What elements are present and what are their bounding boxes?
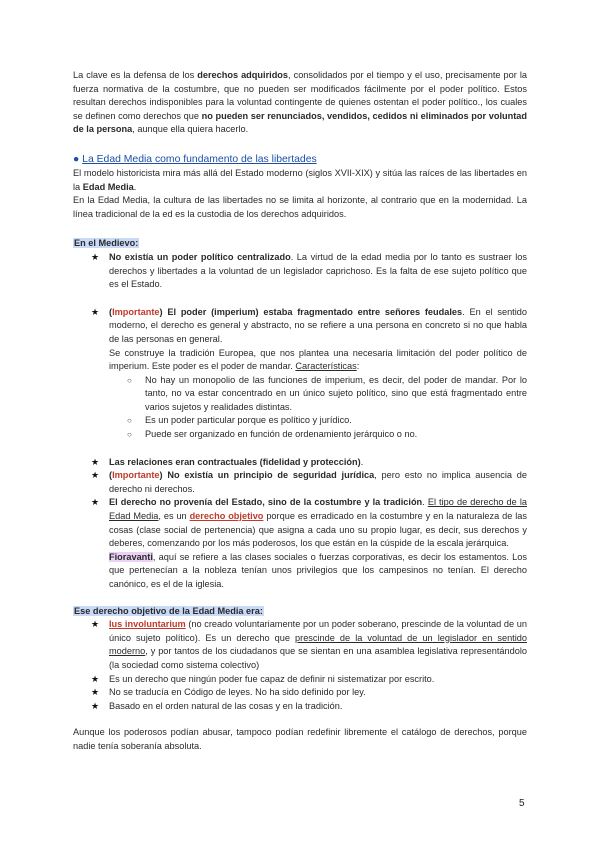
objetivo-item4: Basado en el orden natural de las cosas y en la tradición.	[109, 700, 343, 711]
circle-bullet-icon: ○	[127, 430, 132, 440]
objetivo-item1-text-d: , y por tantos de los ciudadanos que se sientan en una asamblea legislativa representándolo (la sociedad como sistema colectivo)	[109, 646, 527, 670]
star-bullet-icon: ★	[91, 700, 100, 711]
objetivo-heading-line	[73, 605, 527, 619]
page-number: 5	[519, 798, 525, 809]
medievo-item5-text-d: , es un	[158, 511, 190, 522]
circle-bullet-icon: ○	[127, 416, 132, 426]
objetivo-item1-text-b: (no creado voluntariamente por un poder soberano, prescinde de la voluntad de un único sujeto político). Es un derecho que	[109, 619, 527, 643]
intro-bold-renuncia: no pueden ser renunciados, vendidos, cedidos ni eliminados por voluntad de la persona	[73, 110, 527, 135]
section-title-link[interactable]: La Edad Media como fundamento de las libertades	[82, 153, 317, 165]
medievo-item2-paragraph-2	[109, 347, 527, 374]
objetivo-heading: Ese derecho objetivo de la Edad Media era:	[74, 605, 263, 616]
objetivo-item1-underlined: prescinde de la voluntad de un legislador en sentido moderno	[109, 632, 527, 657]
section-paragraph-1	[73, 167, 527, 194]
medievo-item2-text: . En el sentido moderno, el derecho es general y abstracto, no se refiere a una persona en concreto si no que habla de las personas en general.	[109, 306, 528, 344]
paren-close: )	[159, 306, 163, 317]
medievo-item3-end: .	[360, 456, 364, 467]
star-bullet-icon: ★	[91, 456, 100, 467]
intro-paragraph	[73, 69, 527, 137]
star-bullet-icon: ★	[91, 687, 100, 698]
section-p1-bold: Edad Media	[82, 181, 134, 192]
medievo-item2-p2-text: Se construye la tradición Europea, que nos plantea una necesaria limitación del poder político de imperium. Este poder es el poder de mandar.	[109, 347, 527, 372]
paren-open: (	[109, 470, 113, 481]
caracteristicas-label: Características	[295, 361, 357, 372]
intro-text-c: , consolidados por el tiempo y el uso, precisamente por la fuerza normativa de la costumbre, que no pueden ser modificados fácilmente por el poder político. Estos resultan derechos indisponibles para la voluntad contingente de quienes ostentan el poder político., los cuales se definen como derechos que	[73, 70, 527, 121]
medievo-item3-bold: Las relaciones eran contractuales (fidelidad y protección)	[109, 456, 361, 467]
list-item	[109, 374, 527, 415]
list-item	[73, 306, 527, 442]
medievo-item1-bold: No existía un poder político centralizado	[109, 251, 291, 262]
section-heading	[73, 152, 527, 167]
list-item	[73, 618, 527, 672]
list-item	[73, 686, 527, 700]
caracteristica-3: Puede ser organizado en función de ordenamiento jerárquico o no.	[145, 429, 418, 440]
star-bullet-icon: ★	[91, 497, 100, 508]
caracteristica-1: No hay un monopolio de las funciones de imperium, es decir, del poder de mandar. Por lo tanto, no va estar concentrado en un único sujeto político, sino que está fragmentado entre varios sujetos y realidades distintas.	[145, 374, 527, 412]
star-bullet-icon: ★	[91, 619, 100, 630]
objetivo-item2: Es un derecho que ningún poder fue capaz de definir ni sistematizar por escrito.	[109, 673, 435, 684]
page-content	[73, 69, 527, 754]
list-item	[73, 469, 527, 496]
section-bullet-icon: ●	[73, 153, 80, 165]
medievo-item4-bold: No existía un principio de seguridad jurídica	[162, 470, 375, 481]
section-p1-end: .	[133, 181, 137, 192]
list-item	[109, 414, 527, 428]
star-bullet-icon: ★	[91, 470, 100, 481]
medievo-item5-paragraph-2	[109, 551, 527, 592]
importante-label: Importante	[112, 470, 160, 481]
list-item	[73, 496, 527, 591]
medievo-heading: En el Medievo:	[74, 238, 139, 249]
medievo-item1-text: . La virtud de la edad media por lo tanto es sustraer los derechos y libertades a la voluntad de un legislador caprichoso. Es la falta de ese sujeto político que es el Estado.	[109, 251, 527, 290]
intro-text-a: La clave es la defensa de los	[73, 70, 198, 80]
objetivo-list	[73, 618, 527, 713]
caracteristicas-list	[109, 374, 527, 442]
list-item	[73, 251, 527, 292]
list-item	[73, 456, 527, 470]
medievo-list	[73, 251, 527, 592]
closing-paragraph: Aunque los poderosos podían abusar, tampoco podían redefinir libremente el catálogo de derechos, porque nadie tenía soberanía absoluta.	[73, 727, 527, 751]
medievo-heading-line	[73, 237, 527, 251]
tipo-derecho-underlined: El tipo de derecho de la Edad Media	[109, 497, 527, 522]
intro-text-e: , aunque ella quiera hacerlo.	[132, 124, 249, 135]
list-item	[73, 700, 527, 714]
ius-involuntarium-term: Ius involuntarium	[109, 619, 186, 630]
star-bullet-icon: ★	[91, 673, 100, 684]
colon: :	[356, 361, 360, 372]
objetivo-item3: No se traducía en Código de leyes. No ha sido definido por ley.	[109, 687, 366, 698]
medievo-item5-sep: .	[422, 497, 428, 508]
medievo-item2-bold: El poder (imperium) estaba fragmentado entre señores feudales	[162, 306, 463, 317]
star-bullet-icon: ★	[91, 251, 100, 262]
circle-bullet-icon: ○	[127, 375, 132, 385]
list-item	[109, 428, 527, 442]
medievo-item4-text: , pero esto no implica ausencia de derecho ni derechos.	[109, 470, 527, 494]
section-p1-text: El modelo historicista mira más allá del Estado moderno (siglos XVII-XIX) y sitúa las raíces de las libertades en la	[73, 167, 527, 192]
derecho-objetivo-term: derecho objetivo	[189, 511, 264, 522]
paren-close: )	[159, 470, 163, 481]
intro-bold-derechos: derechos adquiridos	[197, 70, 289, 80]
medievo-item5-bold: El derecho no provenía del Estado, sino de la costumbre y la tradición	[109, 497, 423, 508]
star-bullet-icon: ★	[91, 306, 100, 317]
medievo-item5-p2-text: , aquí se refiere a las clases sociales o fuerzas corporativas, es decir los estamentos. Los que pertenecían a la nobleza tenían unos privilegios que los campesinos no tenían. El derecho canónico, es el de la iglesia.	[109, 551, 527, 589]
importante-label: Importante	[112, 306, 160, 317]
paren-open: (	[109, 306, 113, 317]
medievo-item5-text-f: porque es erradicado en la costumbre y en la naturaleza de las cosas (clase social de pertenencia) que asigna a cada uno su propio lugar, es decir, sus derechos y deberes, comenzando por los más poderosos, los que están en la cúspide de la escala jerárquica.	[109, 511, 527, 549]
fioravanti-highlight: Fioravanti	[109, 551, 153, 562]
caracteristica-2: Es un poder particular porque es político y jurídico.	[145, 415, 352, 426]
section-paragraph-2: En la Edad Media, la cultura de las libertades no se limita al horizonte, al contrario que en la modernidad. La línea tradicional de la ed es la custodia de los derechos adquiridos.	[73, 195, 527, 219]
list-item	[73, 673, 527, 687]
